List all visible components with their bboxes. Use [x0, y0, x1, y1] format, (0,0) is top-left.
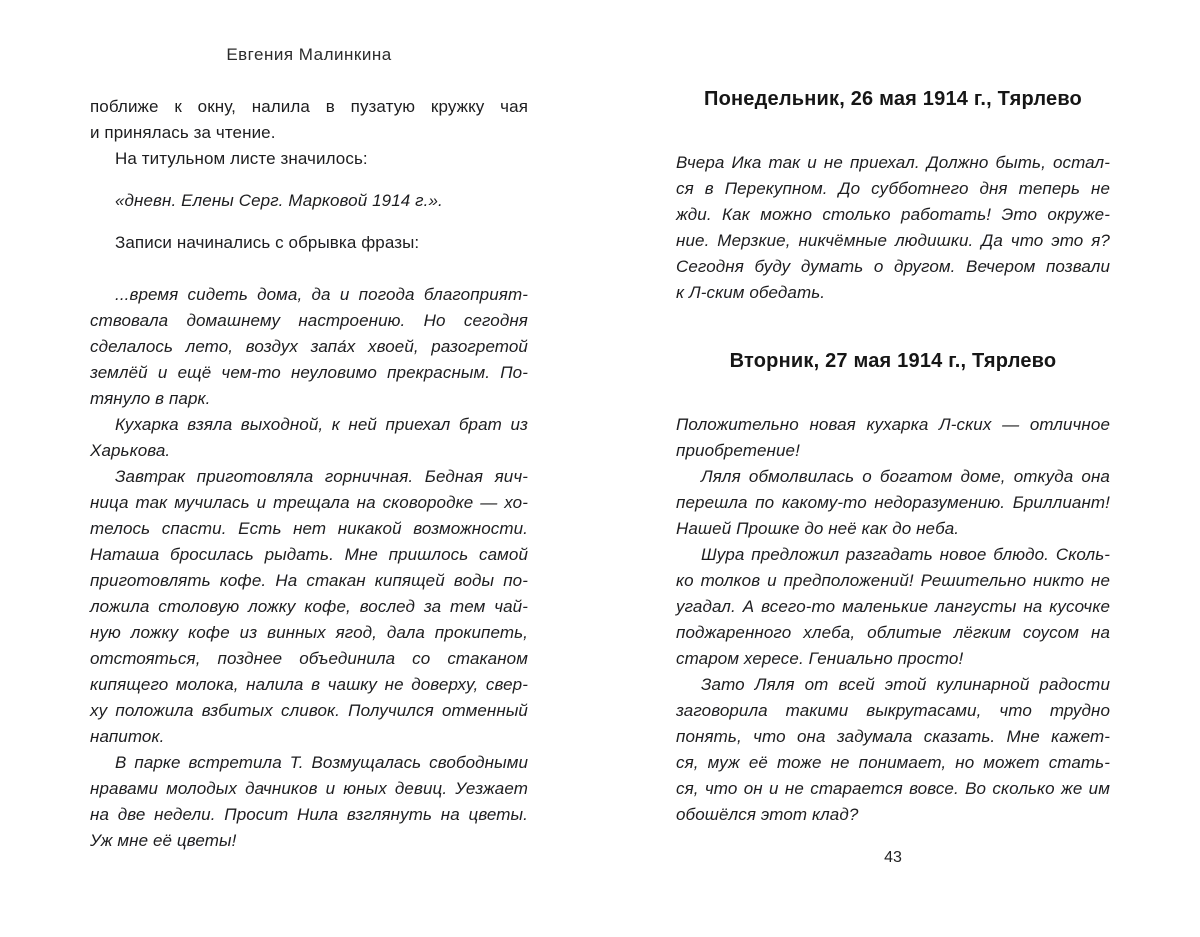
text-line: старом хересе. Гениально просто! — [676, 649, 964, 668]
text-line: сделалось лето, воздух запа́х хвоей, разогретой — [90, 337, 528, 356]
text-line: ху положила взбитых сливок. Получился отменный — [90, 701, 528, 720]
entry-heading: Вторник, 27 мая 1914 г., Тярлево — [729, 350, 1057, 372]
text-line: тянуло в парк. — [90, 389, 211, 408]
text-line: Наташа бросилась рыдать. Мне пришлось самой — [90, 545, 528, 564]
entry-heading: Понедельник, 26 мая 1914 г., Тярлево — [704, 88, 1082, 110]
text-line: Завтрак приготовляла горничная. Бедная яич- — [115, 467, 528, 486]
text-line: ко толков и предположений! Решительно никто не — [676, 571, 1110, 590]
text-line: ную ложку кофе из винных ягод, дала прокипеть, — [90, 623, 528, 642]
text-line: угадал. А всего-то маленькие лангусты на кусочке — [676, 597, 1110, 616]
text-line: напиток. — [90, 727, 165, 746]
text-line: отстояться, позднее объединила со стаканом — [90, 649, 528, 668]
text-line: на две недели. Просит Нила взглянуть на цветы. — [90, 805, 528, 824]
text-line: кипящего молока, налила в чашку не доверху, свер- — [90, 675, 528, 694]
paragraph — [90, 464, 528, 750]
paragraph — [676, 542, 1110, 672]
left-page — [90, 94, 528, 854]
text-line: В парке встретила Т. Возмущалась свободными — [115, 753, 528, 772]
paragraph — [90, 750, 528, 854]
text-line: Зато Ляля от всей этой кулинарной радости — [701, 675, 1110, 694]
running-header: Евгения Малинкина — [226, 45, 392, 64]
text-line: Вчера Ика так и не приехал. Должно быть, остал- — [676, 153, 1110, 172]
text-line: ние. Мерзкие, никчёмные людишки. Да что это я? — [676, 231, 1110, 250]
text-line: заговорила такими выкрутасами, что трудно — [676, 701, 1110, 720]
text-line: ложила столовую ложку кофе, вослед за тем чай- — [90, 597, 528, 616]
paragraph — [90, 146, 528, 172]
text-line: ...время сидеть дома, да и погода благоприят- — [115, 285, 528, 304]
text-line: «дневн. Елены Серг. Марковой 1914 г.». — [115, 191, 443, 210]
text-line: поближе к окну, налила в пузатую кружку чая — [90, 97, 528, 116]
text-line: Уж мне её цветы! — [90, 831, 237, 850]
page-number: 43 — [884, 849, 902, 866]
text-line: ся, муж её тоже не понимает, но может стать- — [676, 753, 1110, 772]
paragraph — [90, 94, 528, 146]
text-line: ствовала домашнему настроению. Но сегодня — [90, 311, 528, 330]
text-line: приобретение! — [676, 441, 800, 460]
text-line: На титульном листе значилось: — [115, 149, 368, 168]
text-line: нравами молодых дачников и юных девиц. Уезжает — [90, 779, 528, 798]
paragraph — [90, 282, 528, 412]
text-line: ся в Перекупном. До субботнего дня теперь не — [676, 179, 1110, 198]
text-line: Сегодня буду думать о другом. Вечером позвали — [676, 257, 1110, 276]
text-line: Шура предложил разгадать новое блюдо. Сколь- — [701, 545, 1110, 564]
text-line: понять, что она задумала сказать. Мне кажет- — [676, 727, 1110, 746]
text-line: Нашей Прошке до неё как до неба. — [676, 519, 960, 538]
text-line: Харькова. — [90, 441, 171, 460]
paragraph — [676, 464, 1110, 542]
text-line: Кухарка взяла выходной, к ней приехал брат из — [115, 415, 528, 434]
paragraph — [676, 150, 1110, 306]
text-line: приготовлять кофе. На стакан кипящей воды по- — [90, 571, 528, 590]
right-page — [676, 84, 1110, 828]
text-line: перешла по какому-то недоразумению. Бриллиант! — [676, 493, 1110, 512]
text-line: к Л-ским обедать. — [676, 283, 826, 302]
paragraph — [676, 672, 1110, 828]
text-line: обошёлся этот клад? — [676, 805, 859, 824]
paragraph — [90, 188, 528, 214]
text-line: жди. Как можно столько работать! Это окруже- — [676, 205, 1110, 224]
text-line: Записи начинались с обрывка фразы: — [115, 233, 420, 252]
text-line: Ляля обмолвилась о богатом доме, откуда она — [701, 467, 1110, 486]
text-line: и принялась за чтение. — [90, 123, 276, 142]
text-line: телось спасти. Есть нет никакой возможности. — [90, 519, 528, 538]
text-line: землёй и ещё чем-то неуловимо прекрасным. По- — [90, 363, 528, 382]
text-line: Положительно новая кухарка Л-ских — отличное — [676, 415, 1110, 434]
paragraph — [90, 412, 528, 464]
text-line: ница так мучилась и трещала на сковородке — хо- — [90, 493, 528, 512]
text-line: ся, что он и не старается вовсе. Во сколько же им — [676, 779, 1110, 798]
text-line: поджаренного хлеба, облитые лёгким соусом на — [676, 623, 1110, 642]
paragraph — [90, 230, 528, 256]
paragraph — [676, 412, 1110, 464]
